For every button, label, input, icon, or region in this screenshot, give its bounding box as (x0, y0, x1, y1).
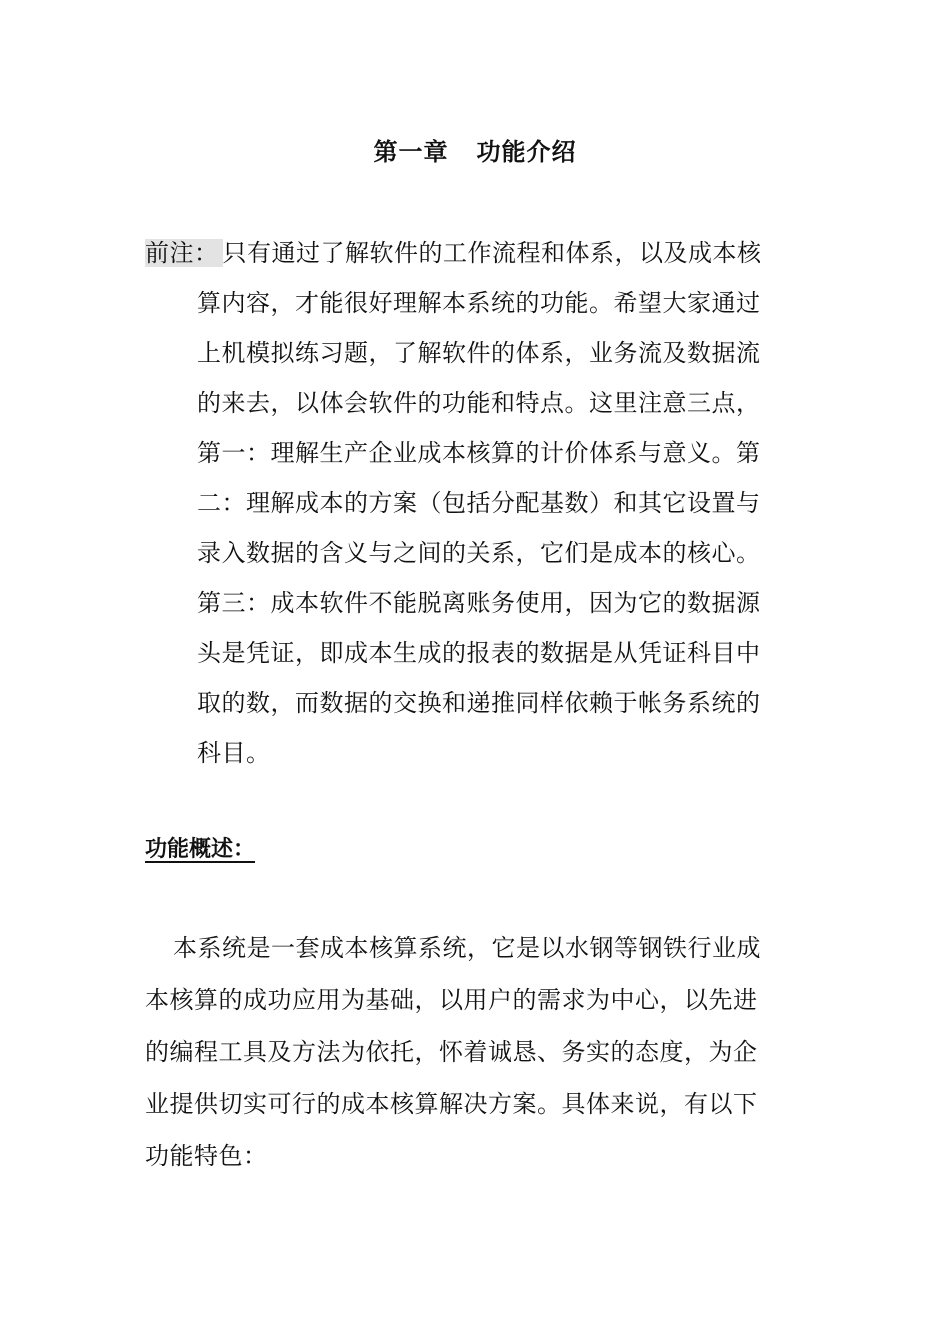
preface-line: 取的数，而数据的交换和递推同样依赖于帐务系统的 (197, 689, 761, 717)
overview-line: 本系统是一套成本核算系统，它是以水钢等钢铁行业成 (173, 934, 761, 962)
preface-line: 算内容，才能很好理解本系统的功能。希望大家通过 (197, 289, 761, 317)
overview-line: 本核算的成功应用为基础，以用户的需求为中心，以先进 (145, 986, 758, 1014)
preface-line: 第一：理解生产企业成本核算的计价体系与意义。第 (197, 439, 761, 467)
overview-line: 的编程工具及方法为依托，怀着诚恳、务实的态度，为企 (145, 1038, 758, 1066)
preface-label: 前注： (145, 239, 223, 267)
preface-line: 的来去，以体会软件的功能和特点。这里注意三点， (197, 389, 761, 417)
chapter-title (0, 134, 950, 170)
overview-line: 业提供切实可行的成本核算解决方案。具体来说，有以下 (145, 1090, 758, 1118)
overview-line: 功能特色： (145, 1142, 268, 1170)
preface-paragraph (145, 228, 810, 778)
chapter-name: 功能介绍 (476, 138, 577, 166)
overview-paragraph (145, 922, 810, 1182)
section-heading: 功能概述： (145, 837, 256, 862)
preface-line: 头是凭证，即成本生成的报表的数据是从凭证科目中 (197, 639, 761, 667)
chapter-number: 第一章 (373, 138, 449, 166)
preface-line: 录入数据的含义与之间的关系，它们是成本的核心。 (197, 539, 761, 567)
preface-line: 科目。 (197, 739, 271, 767)
preface-line: 第三：成本软件不能脱离账务使用，因为它的数据源 (197, 589, 761, 617)
preface-text: 只有通过了解软件的工作流程和体系，以及成本核 (222, 239, 762, 267)
preface-line: 上机模拟练习题，了解软件的体系，业务流及数据流 (197, 339, 761, 367)
preface-line (145, 228, 810, 278)
preface-line: 二：理解成本的方案（包括分配基数）和其它设置与 (197, 489, 761, 517)
